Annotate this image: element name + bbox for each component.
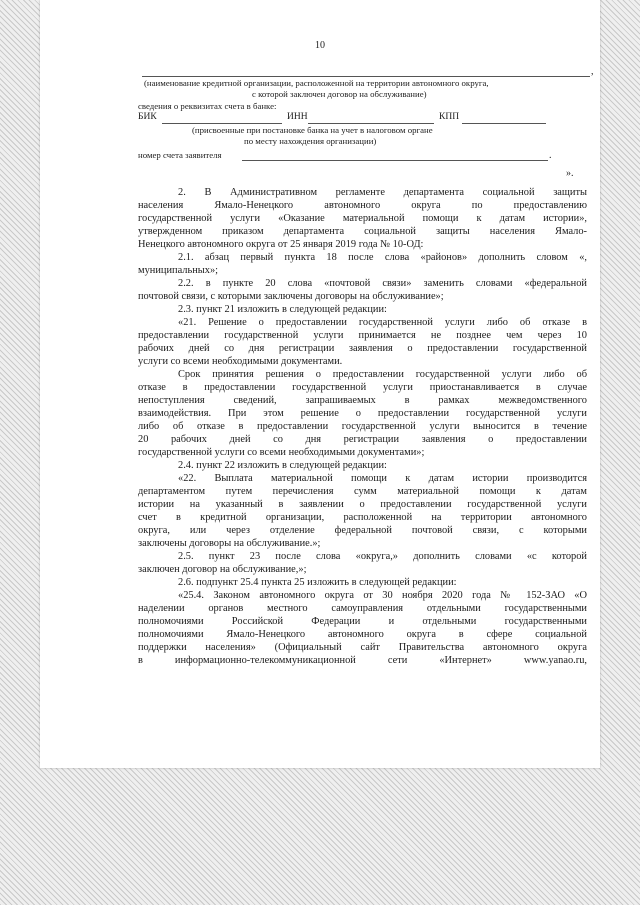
text-line: «25.4. Законом автономного округа от 30 ноября 2020 года № 152-ЗАО «О (178, 590, 587, 601)
text-line: «22. Выплата материальной помощи к датам истории производится (178, 473, 587, 484)
text-line: непоступления сведений, запрашиваемых в рамках межведомственного (138, 395, 587, 406)
text-line: 2.1. абзац первый пункта 18 после слова «районов» дополнить словом «, (178, 252, 587, 263)
bik-field-line (162, 123, 282, 124)
text-line: департаментом путем перечисления сумм материальной помощи к датам (138, 486, 587, 497)
text-line: взаимодействия. При этом решение о предоставлении государственной услуги (138, 408, 587, 419)
account-line-period: . (549, 150, 552, 161)
page-number: 10 (315, 40, 325, 51)
bik-label: БИК (138, 112, 157, 122)
bank-name-caption-line2: с которой заключен договор на обслуживание) (252, 89, 427, 99)
text-line: 2.5. пункт 23 после слова «округа,» дополнить словами «с которой (178, 551, 587, 562)
text-line: населения Ямало-Ненецкого автономного округа по предоставлению (138, 200, 587, 211)
text-line: муниципальных»; (138, 265, 219, 276)
text-line: полномочиями Ямало-Ненецкого автономного округа в сфере социальной (138, 629, 587, 640)
text-line: государственной услуги «Оказание материальной помощи к датам истории», (138, 213, 587, 224)
text-line: наделении органов местного самоуправления отдельными государственными (138, 603, 587, 614)
text-line: заключены договоры на обслуживание.»; (138, 538, 321, 549)
text-line: округа, или через отделение федеральной почтовой связи, с которыми (138, 525, 587, 536)
text-line: 2.2. в пункте 20 слова «почтовой связи» заменить словами «федеральной (178, 278, 587, 289)
bank-registration-caption-line1: (присвоенные при постановке банка на учет в налоговом органе (192, 125, 433, 135)
text-line: 2.4. пункт 22 изложить в следующей редакции: (178, 460, 387, 471)
text-line: 20 рабочих дней со дня регистрации заявления о предоставлении (138, 434, 587, 445)
text-line: либо об отказе в предоставлении государственной услуги выносится в течение (138, 421, 587, 432)
text-line: поддержки населения» (Официальный сайт Правительства автономного округа (138, 642, 587, 653)
text-line: 2. В Административном регламенте департамента социальной защиты (178, 187, 587, 198)
text-line: утвержденном приказом департамента социальной защиты населения Ямало- (138, 226, 587, 237)
trailing-comma: , (591, 66, 594, 77)
account-number-label: номер счета заявителя (138, 150, 222, 160)
text-line: услуги со всеми необходимыми документами. (138, 356, 343, 367)
account-details-label: сведения о реквизитах счета в банке: (138, 101, 277, 111)
text-line: Ненецкого автономного округа от 25 января 2019 года № 10-ОД: (138, 239, 424, 250)
text-line: отказе в предоставлении государственной услуги приостанавливается в случае (138, 382, 587, 393)
text-line: заключен договор на обслуживание,»; (138, 564, 307, 575)
quote-end-mark: ». (566, 168, 574, 179)
text-line: полномочиями Российской Федерации и отдельными государственными (138, 616, 587, 627)
text-line: Срок принятия решения о предоставлении государственной услуги либо об (178, 369, 587, 380)
text-line: истории на указанный в заявлении о предоставлении государственной услуги (138, 499, 587, 510)
bank-registration-caption-line2: по месту нахождения организации) (244, 136, 377, 146)
text-line: рабочих дней со дня регистрации заявления о предоставлении государственной (138, 343, 587, 354)
kpp-field-line (462, 123, 546, 124)
text-line: «21. Решение о предоставлении государственной услуги либо об отказе в (178, 317, 587, 328)
inn-field-line (308, 123, 434, 124)
text-line: в информационно-телекоммуникационной сети «Интернет» www.yanao.ru, (138, 655, 587, 666)
text-line: 2.3. пункт 21 изложить в следующей редакции: (178, 304, 387, 315)
text-line: 2.6. подпункт 25.4 пункта 25 изложить в следующей редакции: (178, 577, 457, 588)
account-number-line (242, 160, 548, 161)
bank-name-underline (142, 76, 590, 77)
text-line: почтовой связи, с которыми заключены договоры на обслуживание»; (138, 291, 444, 302)
text-line: предоставлении государственной услуги принимается не позднее чем через 10 (138, 330, 587, 341)
text-line: счет в кредитной организации, расположенной на территории автономного (138, 512, 587, 523)
bank-name-caption-line1: (наименование кредитной организации, расположенной на территории автономного округа, (144, 78, 489, 88)
inn-label: ИНН (287, 112, 308, 122)
text-line: государственной услуги со всеми необходимыми документами»; (138, 447, 425, 458)
kpp-label: КПП (439, 112, 460, 122)
document-page (40, 0, 600, 768)
